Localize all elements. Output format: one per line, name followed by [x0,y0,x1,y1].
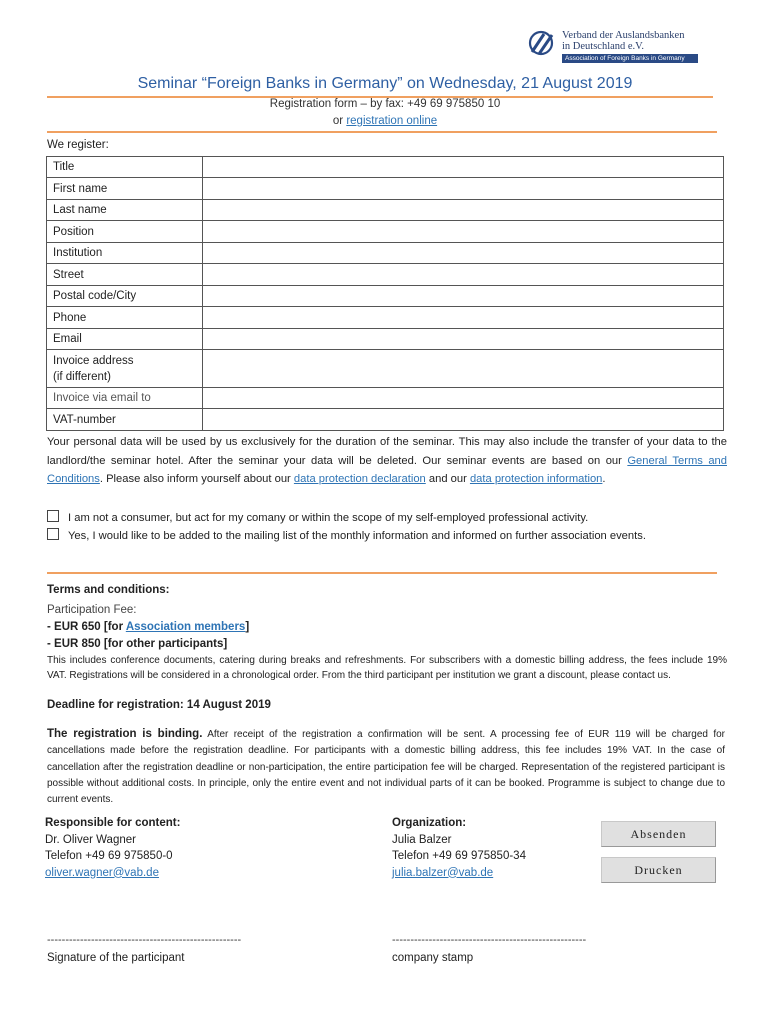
general-terms-link[interactable]: General Terms and Conditions [47,454,727,485]
vat-number-input[interactable] [203,409,724,431]
signature-label: Signature of the participant [47,952,185,964]
form-row-invoice-address [47,350,724,388]
fee-others: - EUR 850 [for other participants] [47,638,228,650]
institution-input[interactable] [203,243,724,264]
vab-logo [528,28,708,68]
registration-form-table [46,156,724,431]
stamp-label: company stamp [392,952,474,964]
data-protection-information-link[interactable]: data protection information [469,473,603,485]
responsible-phone: Telefon +49 69 975850-0 [45,850,173,862]
organization-name: Julia Balzer [392,833,452,846]
invoice-address-input[interactable] [203,350,724,388]
field-label-invoice-address [47,350,203,388]
registration-deadline: Deadline for registration: 14 August 2019 [47,699,271,711]
binding-text: After receipt of the registration a confirmation will be sent. A processing fee of EUR 119 will be charged for cancellations made before the registration deadline. For participants with a domestic billing address, this fee includes 19% VAT. In the case of cancellation after the registration deadline or non-participation, the entire participation fee will be charged. Representation of the registered participant is possible without additional costs. In principle, only the entire event and not individual parts of it can be booked. Programme is subject to change due to current events. [47,729,725,806]
form-row-email [47,329,724,350]
field-label-email: Email [47,329,203,350]
data-protection-declaration-link[interactable]: data protection declaration [293,473,426,485]
privacy-text-1: Your personal data will be used by us exclusively for the duration of the seminar. This may also include the transfer of your data to the landlord/the seminar hotel. After the seminar your data will be deleted. Our seminar events are based on our [47,436,727,467]
participation-fee-label: Participation Fee: [47,604,137,616]
logo-line-2: in Deutschland e.V. [562,41,645,52]
privacy-text-4: . [602,473,606,485]
logo-tagline: Association of Foreign Banks in Germany [562,54,698,63]
vab-logo-icon [528,30,558,56]
consumer-checkbox[interactable] [47,510,59,522]
field-label-phone: Phone [47,307,203,329]
privacy-text-3: and our [425,473,470,485]
field-label-vat: VAT-number [47,409,203,431]
form-row-institution [47,243,724,264]
form-row-street [47,264,724,286]
field-label-title: Title [47,157,203,178]
logo-line-1: Verband der Auslandsbanken [562,30,685,41]
responsible-email-link[interactable]: oliver.wagner@vab.de [45,866,159,879]
organization-email-link[interactable]: julia.balzer@vab.de [392,866,494,879]
fee-members [47,621,249,633]
form-row-first-name [47,178,724,200]
field-label-first-name: First name [47,178,203,200]
fee-members-text: - EUR 650 [for [47,621,126,633]
invoice-address-label: Invoice address [53,354,134,367]
consumer-checkbox-label: I am not a consumer, but act for my comany or within the scope of my self-employed professional activity. [68,512,589,524]
first-name-input[interactable] [203,178,724,200]
form-row-title [47,157,724,178]
organization-phone: Telefon +49 69 975850-34 [392,850,526,862]
header-divider [47,131,717,133]
email-input[interactable] [203,329,724,350]
terms-divider [47,572,717,574]
position-input[interactable] [203,221,724,243]
form-row-invoice-email [47,388,724,409]
organization-heading: Organization: [392,817,467,829]
mailing-list-checkbox-label: Yes, I would like to be added to the mailing list of the monthly information and informed on further association events. [68,530,646,542]
phone-input[interactable] [203,307,724,329]
send-button[interactable]: Absenden [601,821,716,847]
consumer-checkbox-row[interactable] [47,509,727,527]
mailing-list-checkbox-row[interactable] [47,527,727,545]
signature-line: ----------------------------------------------------- [47,934,242,946]
page-title: Seminar “Foreign Banks in Germany” on Wednesday, 21 August 2019 [137,75,633,92]
form-row-last-name [47,200,724,221]
field-label-position: Position [47,221,203,243]
mailing-list-checkbox[interactable] [47,528,59,540]
privacy-text-2: . Please also inform yourself about our [99,473,294,485]
responsible-contact [45,815,180,881]
binding-paragraph [47,726,725,808]
invoice-email-input[interactable] [203,388,724,409]
privacy-notice [47,433,727,489]
registration-or: or [332,115,344,127]
responsible-heading: Responsible for content: [45,817,181,829]
invoice-address-sublabel: (if different) [53,370,111,383]
organization-contact [392,815,526,881]
print-button[interactable]: Drucken [601,857,716,883]
we-register-label: We register: [47,139,109,151]
form-row-phone [47,307,724,329]
field-label-last-name: Last name [47,200,203,221]
terms-heading: Terms and conditions: [47,584,170,596]
form-row-position [47,221,724,243]
last-name-input[interactable] [203,200,724,221]
binding-heading: The registration is binding. [47,728,203,740]
registration-fax-line: Registration form – by fax: +49 69 975850 10 [269,98,501,110]
registration-online-line [0,115,770,127]
registration-online-link[interactable]: registration online [346,115,438,127]
street-input[interactable] [203,264,724,286]
field-label-street: Street [47,264,203,286]
field-label-institution: Institution [47,243,203,264]
field-label-invoice-email: Invoice via email to [47,388,203,409]
field-label-postal-city: Postal code/City [47,286,203,307]
fee-includes-text: This includes conference documents, catering during breaks and refreshments. For subscribers with a domestic billing address, the fees include 19% VAT. Registrations will be considered in a chronological order. From the third participant per institution we grant a discount, please contact us. [47,655,727,681]
stamp-line: ----------------------------------------------------- [392,934,587,946]
form-row-vat [47,409,724,431]
form-row-postal-city [47,286,724,307]
association-members-link[interactable]: Association members [125,621,246,633]
responsible-name: Dr. Oliver Wagner [45,833,136,846]
postal-city-input[interactable] [203,286,724,307]
title-input[interactable] [203,157,724,178]
fee-members-close: ] [245,621,250,633]
